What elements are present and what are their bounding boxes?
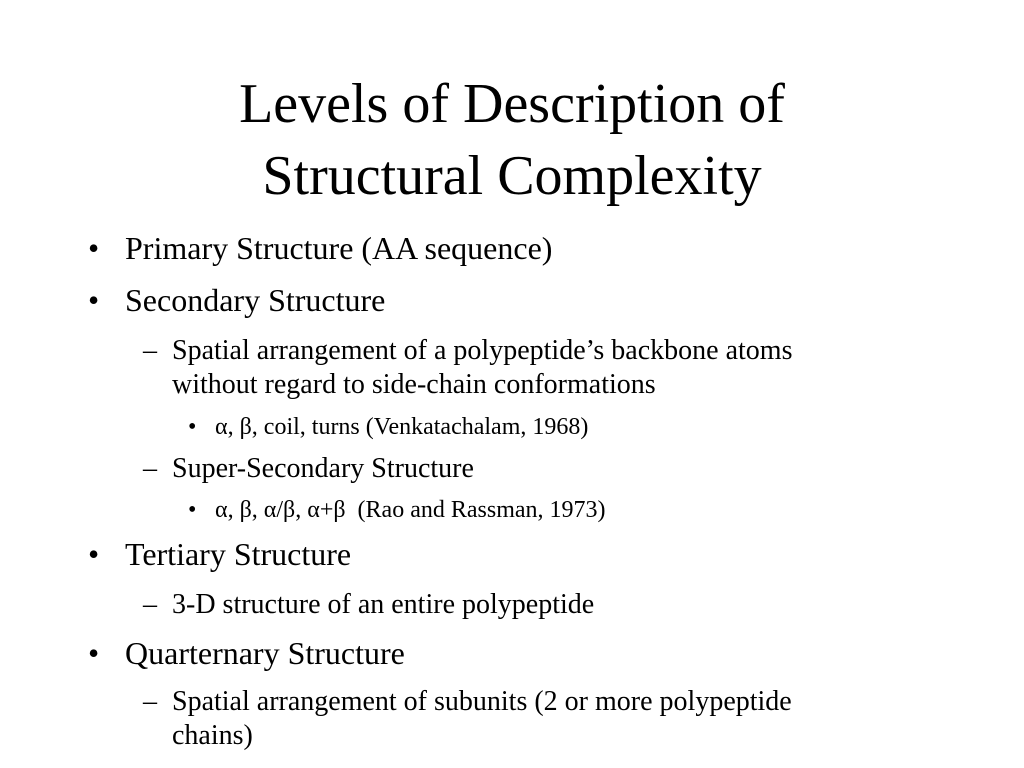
sub-sub-item-text: α, β, coil, turns (Venkatachalam, 1968) xyxy=(215,414,589,440)
bullet-icon: • xyxy=(88,635,100,671)
bullet-icon: • xyxy=(188,414,197,440)
list-item-text: Secondary Structure xyxy=(125,282,386,318)
dash-icon: – xyxy=(143,335,157,366)
bullet-icon: • xyxy=(188,497,197,523)
dash-icon: – xyxy=(143,686,157,717)
dash-icon: – xyxy=(143,453,157,484)
sub-item-text-line-1: Spatial arrangement of subunits (2 or more polypeptide xyxy=(172,686,792,717)
list-item-text: Primary Structure (AA sequence) xyxy=(125,230,553,266)
slide-title-line-2: Structural Complexity xyxy=(262,145,762,207)
bullet-icon: • xyxy=(88,536,100,572)
bullet-icon: • xyxy=(88,230,100,266)
slide-title xyxy=(0,68,1024,212)
bullet-icon: • xyxy=(88,282,100,318)
sub-item-text: Super-Secondary Structure xyxy=(172,453,474,484)
list-item-text: Tertiary Structure xyxy=(125,536,352,572)
sub-item-text-line-1: Spatial arrangement of a polypeptide’s backbone atoms xyxy=(172,335,793,366)
sub-sub-item-text: α, β, α/β, α+β (Rao and Rassman, 1973) xyxy=(215,497,606,523)
list-item-text: Quarternary Structure xyxy=(125,635,405,671)
sub-item-text-line-2: chains) xyxy=(172,720,253,751)
sub-item-text-line-2: without regard to side-chain conformations xyxy=(172,369,656,400)
sub-item-text: 3-D structure of an entire polypeptide xyxy=(172,589,595,620)
dash-icon: – xyxy=(143,589,157,620)
slide-title-line-1: Levels of Description of xyxy=(239,73,785,135)
